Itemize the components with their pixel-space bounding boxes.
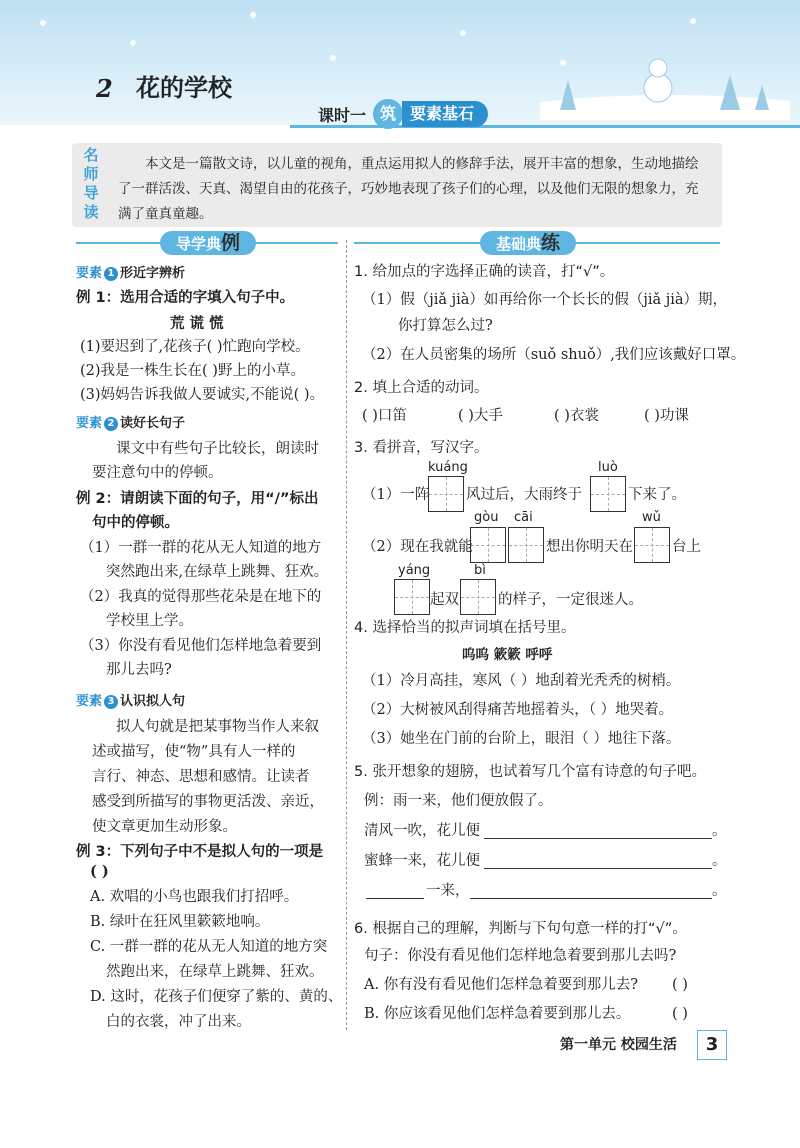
element-tag-text: 要素: [76, 694, 103, 709]
element-3-text: 感受到所描写的事物更活泼、亲近，: [92, 794, 324, 810]
example-3-option: 然跑出来，在绿草上跳舞、狂欢。: [106, 964, 324, 980]
question-3-text: 的样子，一定很迷人。: [498, 592, 643, 608]
element-title: 读好长句子: [120, 416, 186, 431]
tianzige-box[interactable]: [460, 579, 496, 615]
question-5-end: 。: [712, 823, 727, 839]
snowman-scene-icon: [540, 50, 790, 120]
question-5-line: 蜜蜂一来，花儿便: [364, 853, 480, 869]
example-1-chars: 荒 谎 慌: [170, 315, 224, 332]
example-1-item: (1)要迟到了,花孩子( )忙跑向学校。: [80, 339, 310, 355]
example-2-item: （2）我真的觉得那些花朵是在地下的: [80, 589, 322, 605]
question-2-item: ( )大手: [458, 408, 503, 424]
question-1-item: （2）在人员密集的场所（suǒ shuǒ）,我们应该戴好口罩。: [362, 347, 746, 363]
column-divider: [346, 240, 347, 1030]
question-2-item: ( )衣裳: [554, 408, 599, 424]
example-1-item: (3)妈妈告诉我做人要诚实,不能说( )。: [80, 387, 325, 403]
tianzige-box[interactable]: [634, 527, 670, 563]
snowflake-icon: [130, 40, 136, 46]
element-num: 1: [104, 267, 118, 281]
question-5: 5. 张开想象的翅膀，也试着写几个富有诗意的句子吧。: [354, 764, 706, 780]
example-2-prompt: 例 2：请朗读下面的句子，用“/”标出: [76, 491, 319, 507]
element-2-tag: [76, 412, 185, 431]
question-5-example: 例：雨一来，他们便放假了。: [364, 793, 553, 809]
question-1: 1. 给加点的字选择正确的读音，打“√”。: [354, 264, 615, 280]
right-heading-big: 练: [541, 232, 561, 254]
example-3-option: C. 一群一群的花从无人知道的地方突: [90, 939, 328, 955]
title-rule: [290, 125, 800, 128]
pinyin: yáng: [398, 563, 431, 578]
example-2-prompt: 句中的停顿。: [92, 515, 179, 531]
example-1-item: (2)我是一株生长在( )野上的小草。: [80, 363, 305, 379]
pinyin: gòu: [474, 510, 499, 525]
lesson-title: 花的学校: [136, 73, 232, 102]
element-num: 2: [104, 417, 118, 431]
page-number: 3: [697, 1030, 727, 1060]
intro-tag: [78, 146, 104, 222]
period-name: 要素基石: [402, 101, 488, 127]
question-3-text: （1）一阵: [362, 487, 430, 503]
snowflake-icon: [690, 18, 696, 24]
example-2-item: 那儿去吗?: [106, 662, 172, 678]
answer-line[interactable]: [366, 898, 424, 899]
intro-tag-char: 读: [83, 203, 99, 221]
element-3-text: 使文章更加生动形象。: [92, 819, 237, 835]
pinyin: kuáng: [428, 460, 468, 475]
element-3-text: 拟人句就是把某事物当作人来叙: [116, 719, 319, 735]
footer-unit: 第一单元 校园生活: [560, 1037, 677, 1053]
example-3-option: B. 绿叶在狂风里簌簌地响。: [90, 914, 270, 930]
question-6: 6. 根据自己的理解，判断与下句句意一样的打“√”。: [354, 921, 687, 937]
intro-text: 本文是一篇散文诗，以儿童的视角，重点运用拟人的修辞手法，展开丰富的想象，生动地描绘了一群活泼、天真、渴望自由的花孩子，巧妙地表现了孩子们的心理，以及他们无限的想象力，充满了童真童趣。: [118, 156, 699, 222]
question-4-item: （2）大树被风刮得痛苦地摇着头，（ ）地哭着。: [362, 702, 674, 718]
question-6-option: A. 你有没有看见他们怎样急着要到那儿去?: [364, 977, 638, 993]
left-heading: [160, 231, 256, 255]
left-heading-big: 例: [221, 232, 241, 254]
question-5-line: 一来，: [426, 883, 470, 899]
example-3-option: A. 欢唱的小鸟也跟我们打招呼。: [90, 889, 299, 905]
question-3-text: 下来了。: [628, 487, 686, 503]
example-2-item: （3）你没有看见他们怎样地急着要到: [80, 638, 322, 654]
pinyin: luò: [598, 460, 618, 475]
question-2-item: ( )功课: [644, 408, 689, 424]
example-3-prompt: 例 3：下列句子中不是拟人句的一项是: [76, 844, 324, 860]
example-3-option: 白的衣裳，冲了出来。: [106, 1014, 251, 1030]
question-4-words: 呜呜 簌簌 呼呼: [462, 647, 553, 663]
question-4-item: （3）她坐在门前的台阶上，眼泪（ ）地往下落。: [362, 731, 681, 747]
answer-line[interactable]: [484, 838, 712, 839]
question-2: 2. 填上合适的动词。: [354, 380, 489, 396]
question-1-item: 你打算怎么过?: [398, 318, 493, 334]
snowflake-icon: [250, 12, 256, 18]
question-3: 3. 看拼音，写汉字。: [354, 440, 489, 456]
question-5-end: 。: [712, 853, 727, 869]
answer-line[interactable]: [484, 868, 712, 869]
question-6-option: B. 你应该看见他们怎样急着要到那儿去。: [364, 1006, 631, 1022]
question-3-text: 起双: [430, 592, 459, 608]
example-3-option: D. 这时，花孩子们便穿了紫的、黄的、: [90, 989, 343, 1005]
tianzige-box[interactable]: [508, 527, 544, 563]
question-6-sentence: 句子：你没有看见他们怎样地急着要到那儿去吗?: [364, 948, 677, 964]
element-3-tag: [76, 690, 185, 709]
element-title: 形近字辨析: [120, 266, 186, 281]
question-2-item: ( )口笛: [362, 408, 407, 424]
question-5-line: 清风一吹，花儿便: [364, 823, 480, 839]
tianzige-box[interactable]: [590, 476, 626, 512]
example-2-item: 学校里上学。: [106, 613, 193, 629]
element-3-text: 述或描写，使“物”具有人一样的: [92, 744, 296, 760]
pinyin: bì: [474, 563, 486, 578]
intro-tag-char: 名: [83, 146, 99, 164]
question-3-text: 风过后，大雨终于: [466, 487, 582, 503]
element-title: 认识拟人句: [120, 694, 186, 709]
right-heading-text: 基础典: [495, 235, 541, 253]
period-badge: 筑: [373, 99, 403, 129]
tianzige-box[interactable]: [428, 476, 464, 512]
answer-paren[interactable]: ( ): [672, 977, 688, 993]
element-tag-text: 要素: [76, 416, 103, 431]
left-heading-text: 导学典: [175, 235, 221, 253]
pinyin: wǔ: [642, 510, 661, 525]
answer-line[interactable]: [470, 898, 712, 899]
intro-tag-char: 导: [83, 184, 99, 202]
answer-paren[interactable]: ( ): [672, 1006, 688, 1022]
question-3-text: （2）现在我就能: [362, 539, 473, 555]
example-2-item: 突然跑出来,在绿草上跳舞、狂欢。: [106, 564, 329, 580]
question-4: 4. 选择恰当的拟声词填在括号里。: [354, 620, 576, 636]
tianzige-box[interactable]: [470, 527, 506, 563]
pinyin: cāi: [514, 510, 533, 525]
question-5-end: 。: [712, 883, 727, 899]
right-heading: [480, 231, 576, 255]
example-1-prompt: 例 1：选用合适的字填入句子中。: [76, 290, 295, 306]
answer-paren[interactable]: ( ): [90, 863, 109, 880]
question-1-item: （1）假（jiǎ jià）如再给你一个长长的假（jiǎ jià）期，: [362, 292, 728, 308]
intro-tag-char: 师: [83, 165, 99, 183]
question-3-text: 想出你明天在: [546, 539, 633, 555]
element-3-text: 言行、神态、思想和感情。让读者: [92, 769, 310, 785]
question-4-item: （1）冷月高挂，寒风（ ）地刮着光秃秃的树梢。: [362, 673, 681, 689]
question-3-text: 台上: [672, 539, 701, 555]
lesson-number: 2: [96, 74, 113, 103]
snowflake-icon: [460, 30, 466, 36]
element-num: 3: [104, 695, 118, 709]
tianzige-box[interactable]: [394, 579, 430, 615]
element-2-text: 课文中有些句子比较长，朗读时: [116, 441, 319, 457]
element-1-tag: [76, 262, 185, 281]
example-2-item: （1）一群一群的花从无人知道的地方: [80, 540, 322, 556]
element-tag-text: 要素: [76, 266, 103, 281]
period-label: 课时一: [318, 106, 367, 125]
snowflake-icon: [330, 55, 336, 61]
snowflake-icon: [40, 20, 46, 26]
element-2-text: 要注意句中的停顿。: [92, 465, 223, 481]
